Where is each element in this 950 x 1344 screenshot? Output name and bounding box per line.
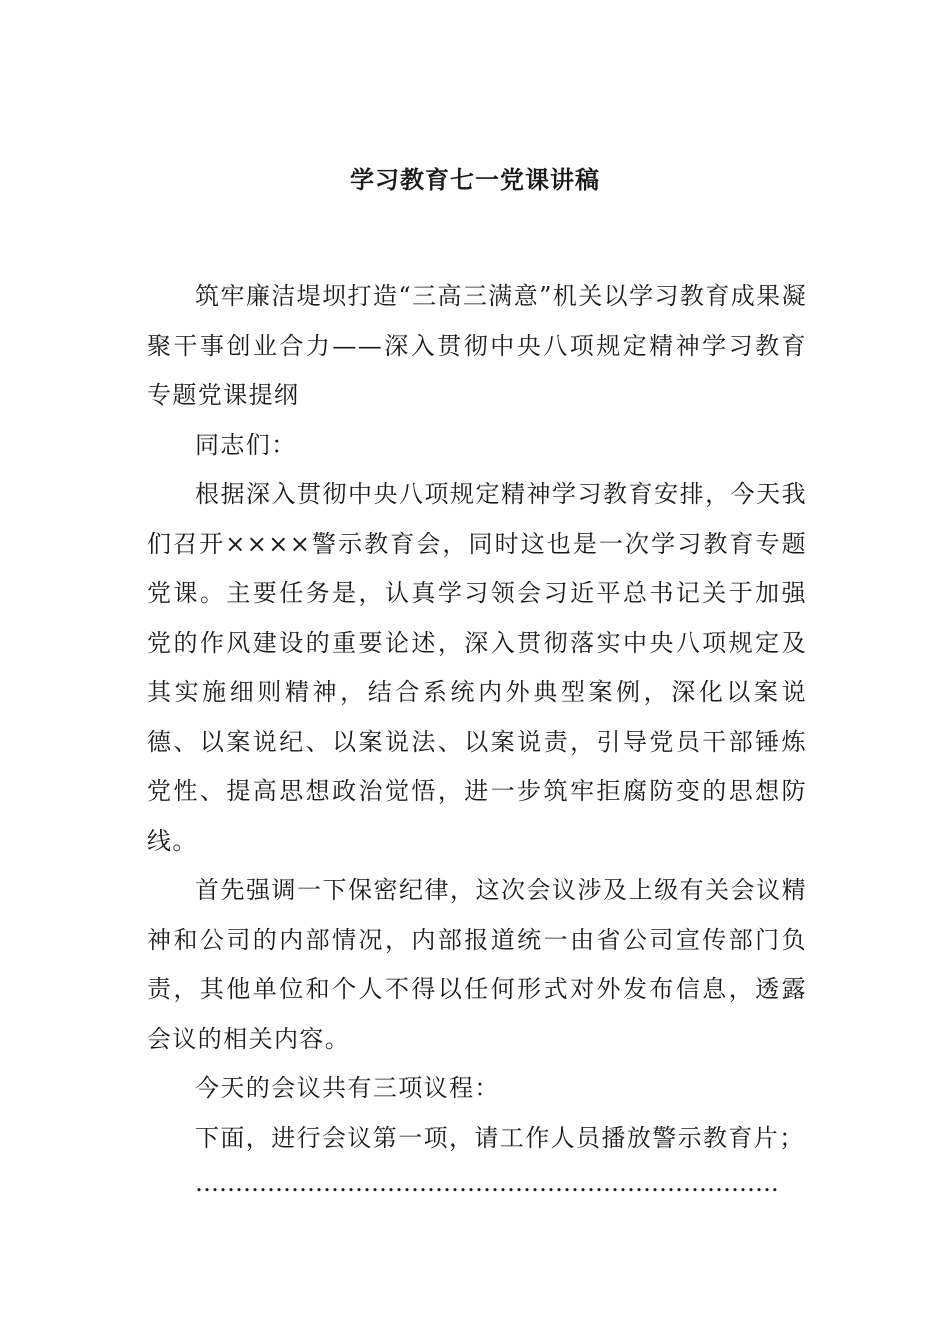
document-body bbox=[147, 272, 807, 1203]
confidentiality-paragraph: 首先强调一下保密纪律，这次会议涉及上级有关会议精神和公司的内部情况，内部报道统一由省公司宣传部门负责，其他单位和个人不得以任何形式对外发布信息，透露会议的相关内容。 bbox=[147, 876, 807, 1053]
agenda-paragraph: 今天的会议共有三项议程： bbox=[195, 1074, 500, 1102]
salutation-paragraph: 同志们： bbox=[195, 430, 297, 459]
document-title: 学习教育七一党课讲稿 bbox=[350, 166, 600, 194]
subtitle-paragraph: 筑牢廉洁堤坝打造“三高三满意”机关以学习教育成果凝聚干事创业合力——深入贯彻中央八项规定精神学习教育专题党课提纲 bbox=[147, 282, 807, 409]
agenda-item-paragraph: 下面，进行会议第一项，请工作人员播放警示教育片； bbox=[195, 1123, 805, 1152]
ellipsis-line: ………………………………………………………………. bbox=[195, 1169, 779, 1197]
intro-paragraph: 根据深入贯彻中央八项规定精神学习教育安排，今天我们召开××××警示教育会，同时这也是一次学习教育专题党课。主要任务是，认真学习领会习近平总书记关于加强党的作风建设的重要论述，深入贯彻落实中央八项规定及其实施细则精神，结合系统内外典型案例，深化以案说德、以案说纪、以案说法、以案说责，引导党员干部锤炼党性、提高思想政治觉悟，进一步筑牢拒腐防变的思想防线。 bbox=[147, 480, 807, 855]
